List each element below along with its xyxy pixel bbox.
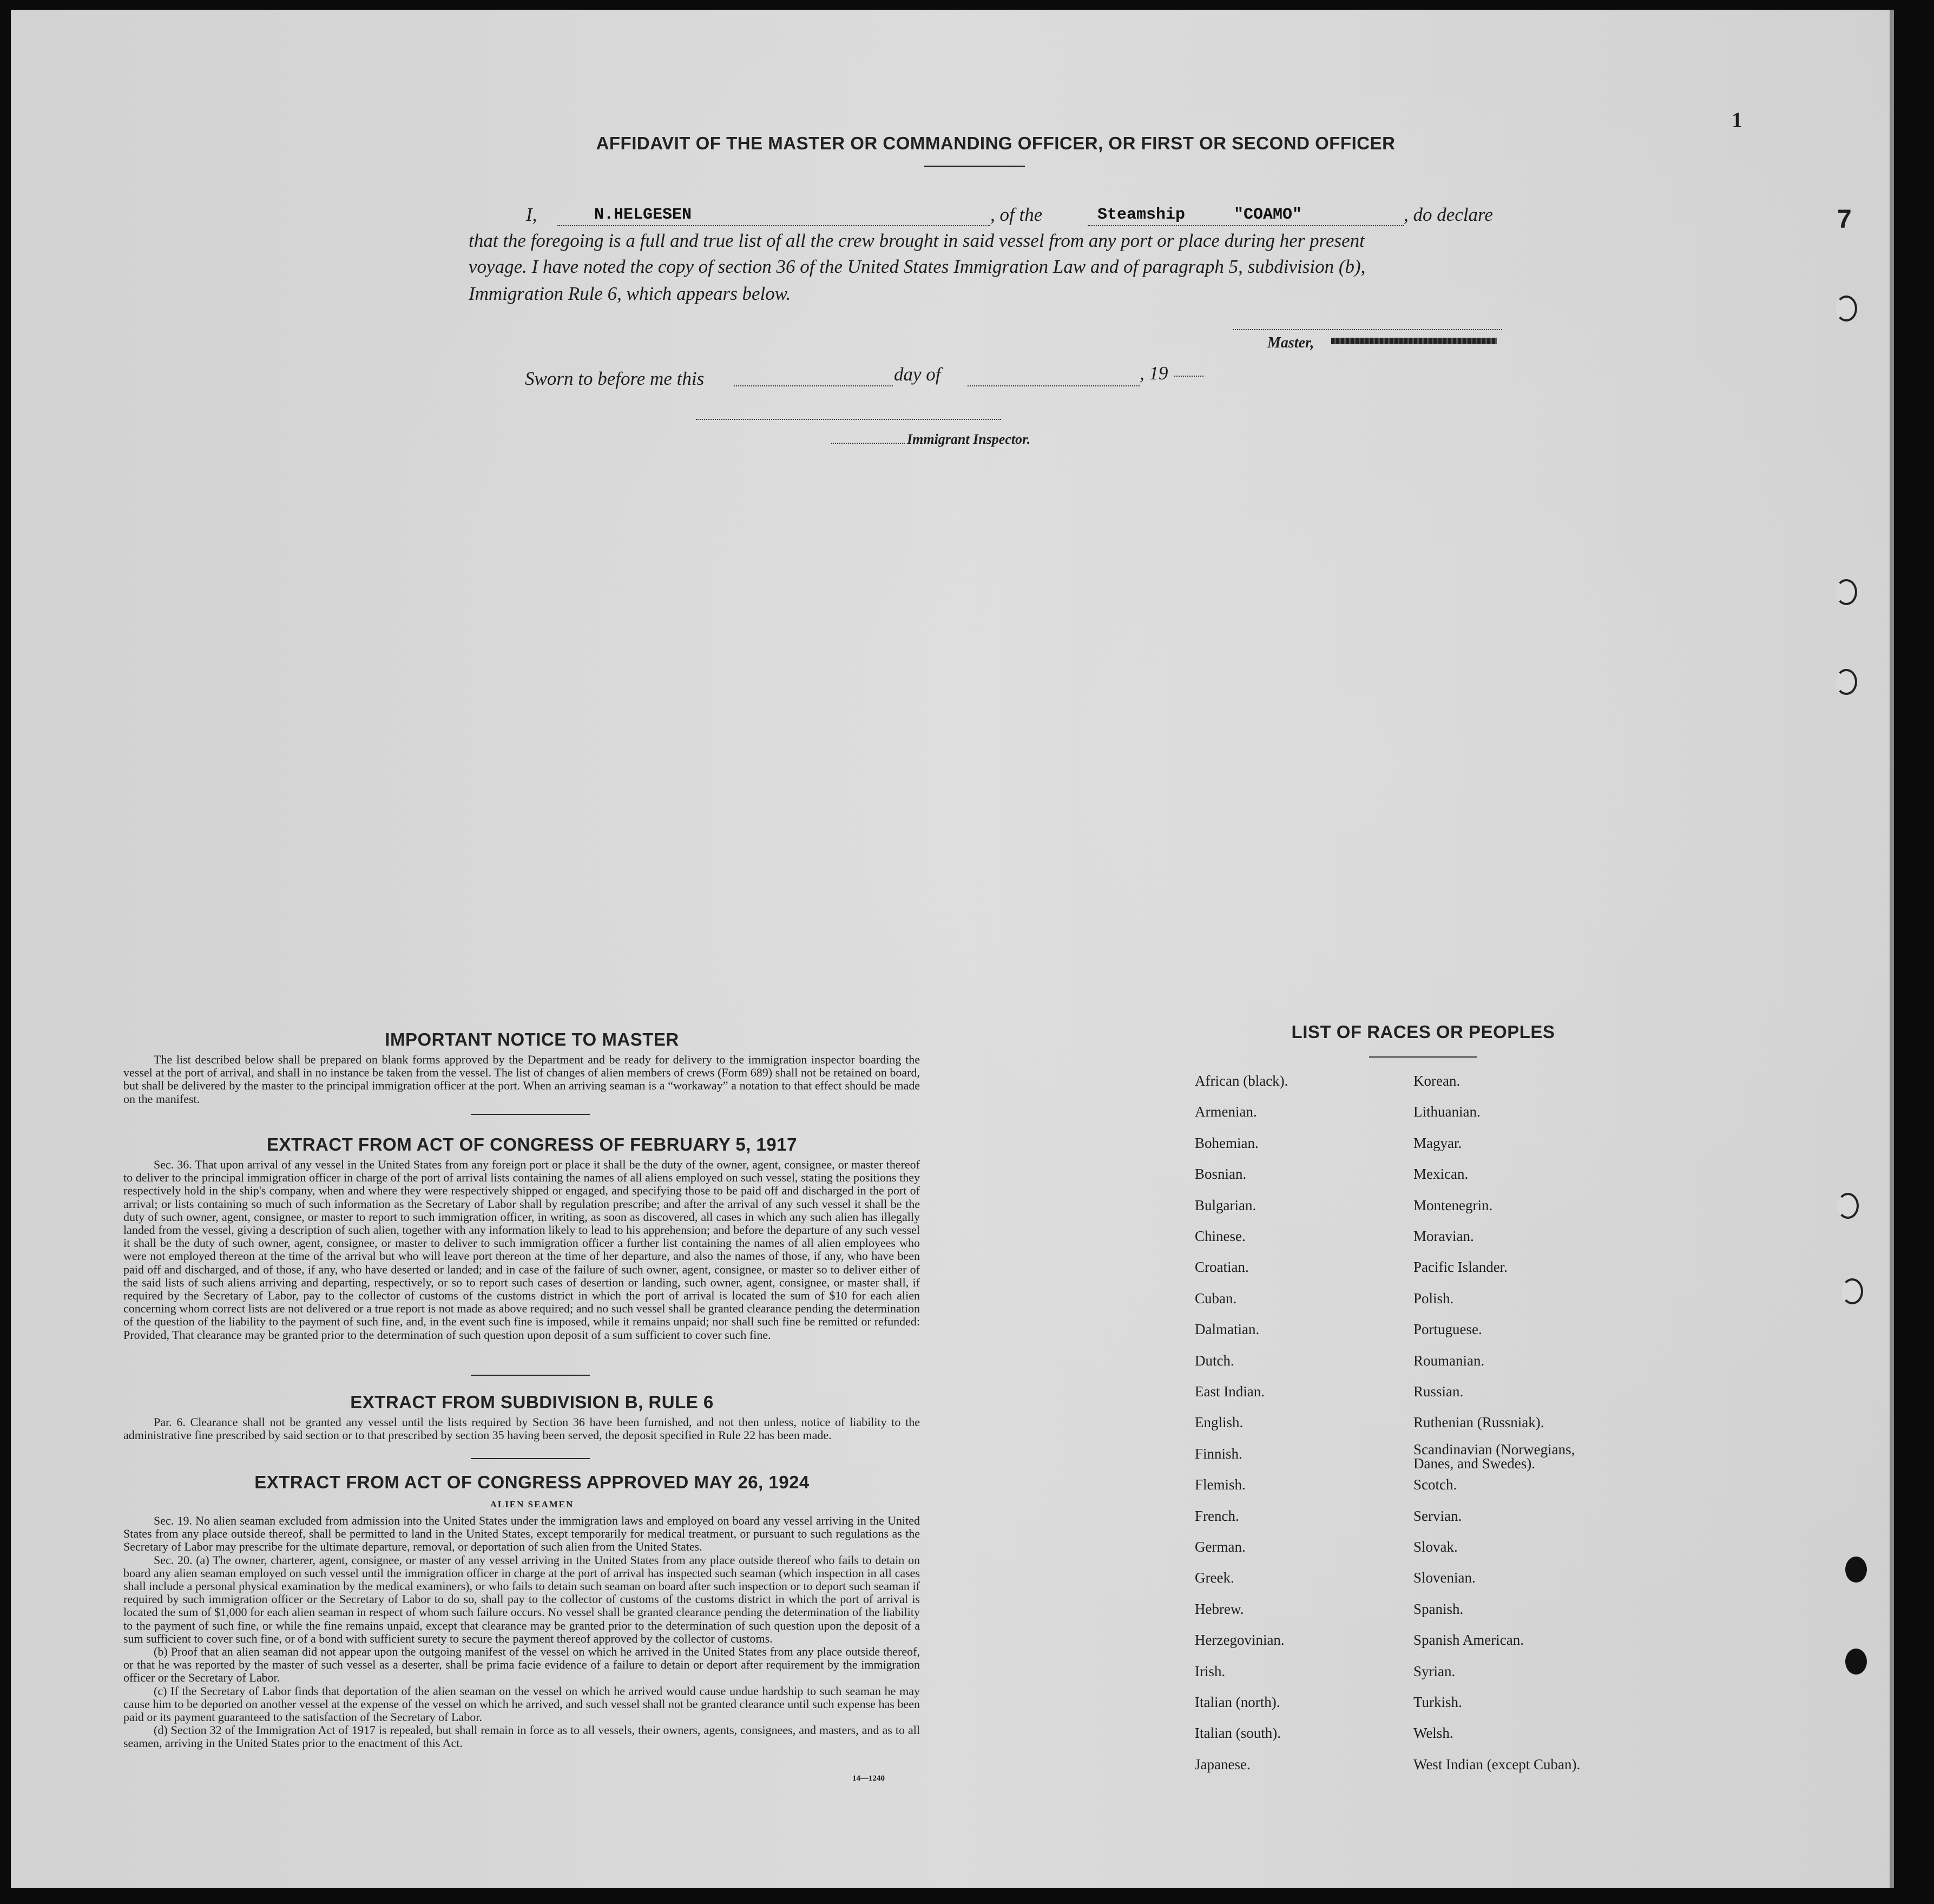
race-item: Armenian. xyxy=(1195,1104,1257,1120)
page-mark: 1 xyxy=(1732,108,1742,132)
race-item: Croatian. xyxy=(1195,1259,1249,1276)
binder-hole-icon xyxy=(1837,1193,1859,1219)
inspector-signature-line xyxy=(696,419,1001,420)
race-item: Magyar. xyxy=(1413,1134,1462,1151)
races-rule xyxy=(1369,1056,1477,1058)
document-sheet xyxy=(11,10,1894,1888)
race-item: English. xyxy=(1195,1414,1244,1431)
race-item: French. xyxy=(1195,1507,1239,1524)
sworn-month-line xyxy=(968,385,1140,386)
race-item: Turkish. xyxy=(1413,1694,1462,1710)
day-of-label: day of xyxy=(894,364,941,385)
race-item: Servian. xyxy=(1413,1507,1462,1524)
extract-1924-subtitle: ALIEN SEAMEN xyxy=(490,1499,574,1509)
race-item: Japanese. xyxy=(1195,1756,1251,1772)
extract-rule6-body: Par. 6. Clearance shall not be granted any vessel until the lists required by Section 36 have been furnished, and not then unless, notice of liability to the administrative fine prescribed by said section or to that prescribed by section 35 having been served, the deposit specified in Rule 22 has been made. xyxy=(123,1415,920,1442)
race-item: Pacific Islander. xyxy=(1413,1259,1508,1276)
affidavit-line-2: that the foregoing is a full and true list of all the crew brought in said vessel from any port or place during her present xyxy=(469,230,1365,251)
of-the-label: , of the xyxy=(990,204,1043,225)
race-item: German. xyxy=(1195,1539,1246,1555)
sec-20a-paragraph: Sec. 20. (a) The owner, charterer, agent, consignee, or master of any vessel arriving in the United States from any place outside thereof who fails to detain on board any alien seaman employed on such vessel until the immigration officer in charge at the port of arrival has inspected such seaman (which inspection in all cases shall include a personal physical examination by the medical examiners), or who fails to detain such seaman on board after such inspection or to deport such seaman if required by such immigration officer or the Secretary of Labor to do so, shall pay to the collector of customs of the customs district in which the port of arrival is located the sum of $1,000 for each alien seaman in respect of whom such failure occurs. No vessel shall be granted clearance pending the determination of the liability to the payment of such fine, or while the fine remains unpaid, except that clearance may be granted prior to the determination of such question upon the deposit of a sum sufficient to cover such fine, or of a bond with sufficient surety to secure the payment thereof approved by the collector of customs. xyxy=(123,1553,920,1645)
extract-1924-body xyxy=(123,1514,920,1750)
race-item: Greek. xyxy=(1195,1570,1234,1586)
race-item: Polish. xyxy=(1413,1290,1454,1306)
race-item: East Indian. xyxy=(1195,1383,1265,1400)
binder-hole-icon xyxy=(1845,1557,1867,1583)
extract-1924-title: EXTRACT FROM ACT OF CONGRESS APPROVED MAY 26, 1924 xyxy=(254,1472,810,1492)
race-item: African (black). xyxy=(1195,1073,1288,1089)
affidavit-i-label: I, xyxy=(526,204,537,225)
race-item: Hebrew. xyxy=(1195,1600,1244,1617)
sec-20b-paragraph: (b) Proof that an alien seaman did not appear upon the outgoing manifest of the vessel on which he arrived in the United States from any place outside thereof, or that he was reported by the master of such vessel as a deserter, shall be prima facie evidence of a failure to detain or deport after requirement by the immigration officer or the Secretary of Labor. xyxy=(123,1645,920,1685)
notice-rule xyxy=(471,1114,590,1115)
race-item: Slovenian. xyxy=(1413,1570,1476,1586)
race-item: Syrian. xyxy=(1413,1663,1456,1679)
master-label: Master, xyxy=(1267,334,1314,351)
race-item: Ruthenian (Russniak). xyxy=(1413,1414,1544,1431)
race-item: Bulgarian. xyxy=(1195,1197,1257,1213)
race-item: Chinese. xyxy=(1195,1228,1246,1244)
race-item: Finnish. xyxy=(1195,1445,1242,1462)
side-mark: 7 xyxy=(1837,205,1852,234)
race-item: Korean. xyxy=(1413,1073,1461,1089)
sec-20d-paragraph: (d) Section 32 of the Immigration Act of 1917 is repealed, but shall remain in force as to all vessels, their owners, agents, consignees, and masters, and as to all seamen, arriving in the United States prior to the enactment of this Act. xyxy=(123,1723,920,1750)
race-item: Mexican. xyxy=(1413,1166,1469,1183)
race-item: Lithuanian. xyxy=(1413,1104,1481,1120)
form-number: 14—1240 xyxy=(852,1774,885,1783)
sworn-label: Sworn to before me this xyxy=(525,368,705,389)
struck-out-text xyxy=(1331,338,1497,344)
master-name-field: N.HELGESEN xyxy=(594,206,692,224)
races-title: LIST OF RACES OR PEOPLES xyxy=(1291,1022,1555,1042)
notice-title: IMPORTANT NOTICE TO MASTER xyxy=(385,1029,679,1049)
race-item: Italian (south). xyxy=(1195,1725,1281,1742)
race-item: Italian (north). xyxy=(1195,1694,1280,1710)
title-rule xyxy=(924,166,1025,167)
notice-body: The list described below shall be prepared on blank forms approved by the Department and be ready for delivery to the immigration inspector boarding the vessel at the port of arrival, and shall in no instance be taken from the vessel. The list of changes of alien members of crews (Form 689) shall not be retained on board, but shall be delivered by the master to the principal immigration officer at the port. When an arriving seaman is a “workaway” a notation to that effect should be made on the manifest. xyxy=(123,1053,920,1106)
extract-1917-title: EXTRACT FROM ACT OF CONGRESS OF FEBRUARY 5, 1917 xyxy=(267,1134,797,1154)
race-item: Spanish American. xyxy=(1413,1632,1524,1649)
year-prefix: , 19 xyxy=(1140,363,1168,384)
extract-1917-body: Sec. 36. That upon arrival of any vessel in the United States from any foreign port or place it shall be the duty of the owner, agent, consignee, or master thereof to deliver to the principal immigration officer in charge of the port of arrival lists containing the names of all aliens employed on such vessel, stating the positions they respectively hold in the ship's company, when and where they were respectively shipped or engaged, and specifying those to be paid off and discharged in the port of arrival; or lists containing so much of such information as the Secretary of Labor shall by regulation prescribe; and after the arrival of any such vessel it shall be the duty of such owner, agent, consignee, or master to report to such immigration officer, in writing, as soon as discovered, all cases in which any such alien has illegally landed from the vessel, giving a description of such alien, together with any information likely to lead to his apprehension; and before the departure of any such vessel it shall be the duty of such owner, agent, consignee, or master to deliver to such immigration officer a further list containing the names of all alien employees who were not employed thereon at the time of the arrival but who will leave port thereon at the time of her departure, and also the names of those, if any, who have been paid off and discharged, and of those, if any, who have deserted or landed; and in case of the failure of such owner, agent, consignee, or master so to deliver either of the said lists of such aliens arriving and departing, respectively, or so to report such cases of desertion or landing, such owner, agent, consignee, or master shall, if required by the Secretary of Labor, pay to the collector of customs of the customs district in which the port of arrival is located the sum of $10 for each alien concerning whom correct lists are not delivered or a true report is not made as above required; and no such vessel shall be granted clearance pending the determination of the question of the liability to the payment of such fine, and, in the event such fine is imposed, while it remains unpaid; nor shall such fine be remitted or refunded: Provided, That clearance may be granted prior to the determination of such question upon deposit of a sum sufficient to cover such fine. xyxy=(123,1158,920,1342)
sworn-day-line xyxy=(734,385,893,386)
sec-20c-paragraph: (c) If the Secretary of Labor finds that deportation of the alien seaman on the vessel on which he arrived would cause undue hardship to such seaman he may cause him to be deported on another vessel at the expense of the vessel on which he arrived, and such vessel shall not be granted clearance until such expense has been paid or its payment guaranteed to the satisfaction of the Secretary of Labor. xyxy=(123,1684,920,1724)
race-item: Welsh. xyxy=(1413,1725,1453,1742)
inspector-short-line xyxy=(831,443,905,444)
race-item: Portuguese. xyxy=(1413,1321,1482,1338)
race-item: Scandinavian (Norwegians, Danes, and Swedes). xyxy=(1413,1441,1575,1472)
binder-hole-icon xyxy=(1841,1278,1863,1304)
vessel-type-field: Steamship xyxy=(1097,206,1186,224)
extract-1917-rule xyxy=(471,1375,590,1376)
sworn-year-line xyxy=(1174,376,1203,377)
race-item: Dalmatian. xyxy=(1195,1321,1260,1338)
binder-hole-icon xyxy=(1836,669,1857,695)
extract-rule6-title: EXTRACT FROM SUBDIVISION B, RULE 6 xyxy=(350,1392,714,1412)
race-item: Bohemian. xyxy=(1195,1134,1259,1151)
race-item: Roumanian. xyxy=(1413,1352,1485,1369)
page-edge xyxy=(1890,10,1894,1888)
binder-hole-icon xyxy=(1836,296,1857,321)
race-item: Moravian. xyxy=(1413,1228,1474,1244)
binder-hole-icon xyxy=(1845,1649,1867,1675)
vessel-underline xyxy=(1088,225,1404,226)
race-item: Spanish. xyxy=(1413,1600,1464,1617)
affidavit-line-4: Immigration Rule 6, which appears below. xyxy=(469,283,791,304)
vessel-name-field: "COAMO" xyxy=(1234,206,1303,224)
race-item: Dutch. xyxy=(1195,1352,1234,1369)
race-item: Irish. xyxy=(1195,1663,1226,1679)
race-item: Russian. xyxy=(1413,1383,1464,1400)
binder-hole-icon xyxy=(1836,579,1857,605)
affidavit-line-3: voyage. I have noted the copy of section 36 of the United States Immigration Law and of paragraph 5, subdivision (b), xyxy=(469,256,1366,277)
inspector-label: Immigrant Inspector. xyxy=(907,431,1031,447)
race-item: West Indian (except Cuban). xyxy=(1413,1756,1581,1772)
do-declare-label: , do declare xyxy=(1404,204,1493,225)
race-item: Slovak. xyxy=(1413,1539,1458,1555)
race-item: Scotch. xyxy=(1413,1476,1457,1493)
race-item: Herzegovinian. xyxy=(1195,1632,1285,1649)
sec-19-paragraph: Sec. 19. No alien seaman excluded from admission into the United States under the immigration laws and employed on board any vessel arriving in the United States from any place outside thereof, shall be permitted to land in the United States, except temporarily for medical treatment, or pursuant to such regulations as the Secretary of Labor may prescribe for the ultimate departure, removal, or deportation of such alien from the United States. xyxy=(123,1514,920,1554)
extract-rule6-rule xyxy=(471,1458,590,1459)
race-item: Bosnian. xyxy=(1195,1166,1247,1183)
race-item: Cuban. xyxy=(1195,1290,1237,1306)
affidavit-title: AFFIDAVIT OF THE MASTER OR COMMANDING OFFICER, OR FIRST OR SECOND OFFICER xyxy=(596,133,1396,153)
name-underline xyxy=(557,225,990,226)
race-item: Montenegrin. xyxy=(1413,1197,1493,1213)
race-item: Flemish. xyxy=(1195,1476,1246,1493)
